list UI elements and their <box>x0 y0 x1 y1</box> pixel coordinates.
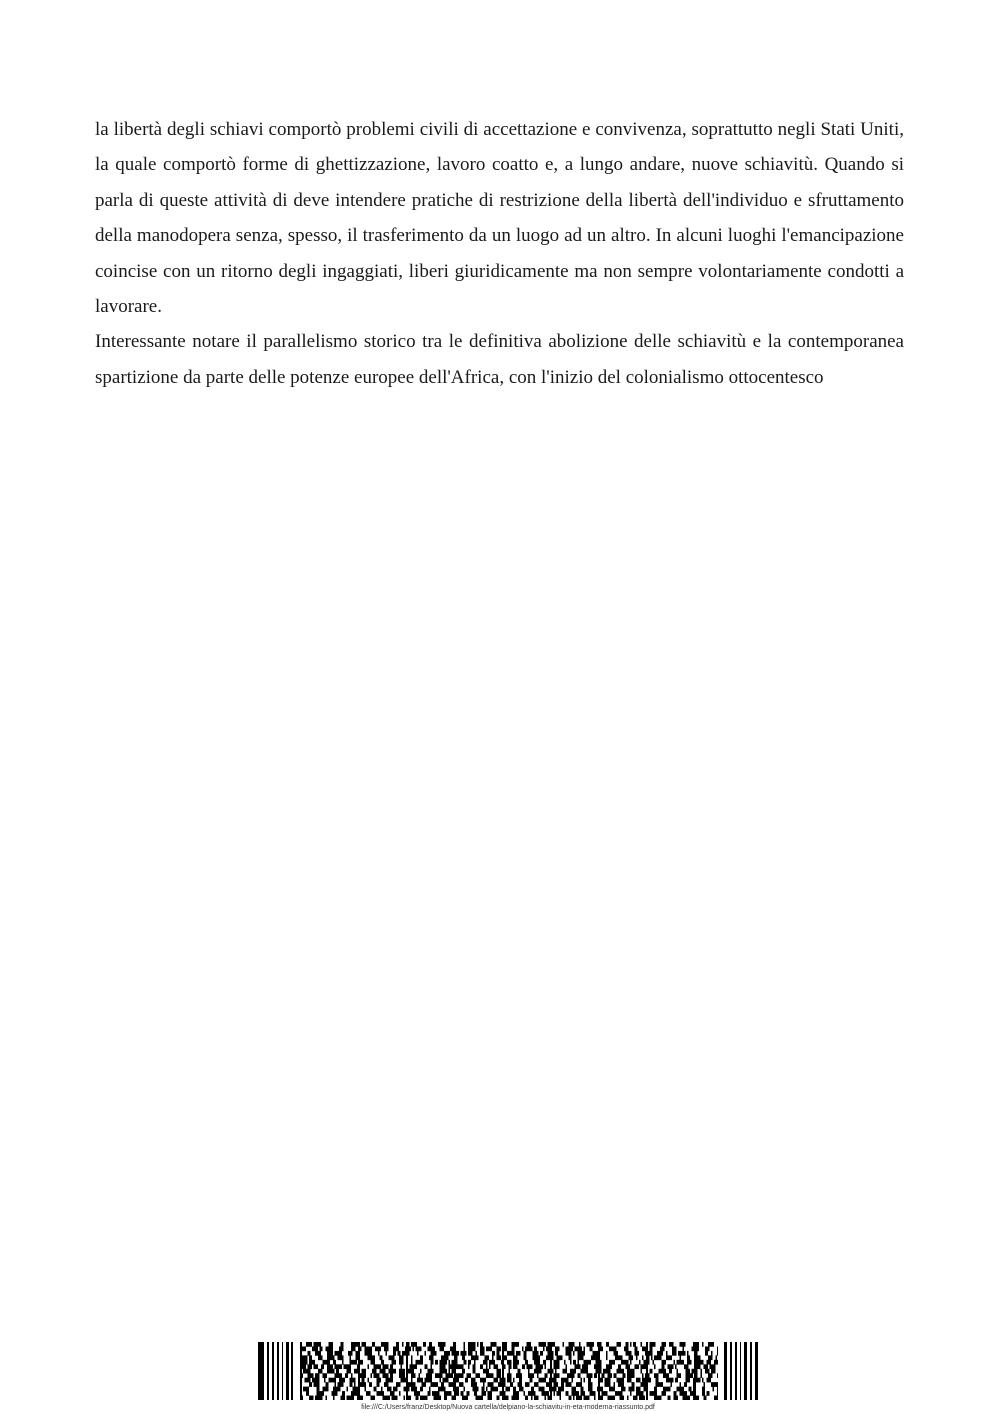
footer-file-path: file:///C:/Users/franz/Desktop/Nuova cartella/delpiano-la-schiavitu-in-eta-moderna-riassunto.pdf <box>361 1404 655 1411</box>
document-body <box>95 112 904 395</box>
paragraph-1: la libertà degli schiavi comportò problemi civili di accettazione e convivenza, soprattutto negli Stati Uniti, la quale comportò forme di ghettizzazione, lavoro coatto e, a lungo andare, nuove schiavitù. Quando si parla di queste attività di deve intendere pratiche di restrizione della libertà dell'individuo e sfruttamento della manodopera senza, spesso, il trasferimento da un luogo ad un altro. In alcuni luoghi l'emancipazione coincise con un ritorno degli ingaggiati, liberi giuridicamente ma non sempre volontariamente condotti a lavorare. <box>95 119 904 318</box>
paragraph-2: Interessante notare il parallelismo storico tra le definitiva abolizione delle schiavitù e la contemporanea spartizione da parte delle potenze europee dell'Africa, con l'inizio del colonialismo ottocentesco <box>95 331 904 388</box>
barcode-image <box>258 1342 758 1400</box>
barcode-graphic <box>258 1342 758 1400</box>
